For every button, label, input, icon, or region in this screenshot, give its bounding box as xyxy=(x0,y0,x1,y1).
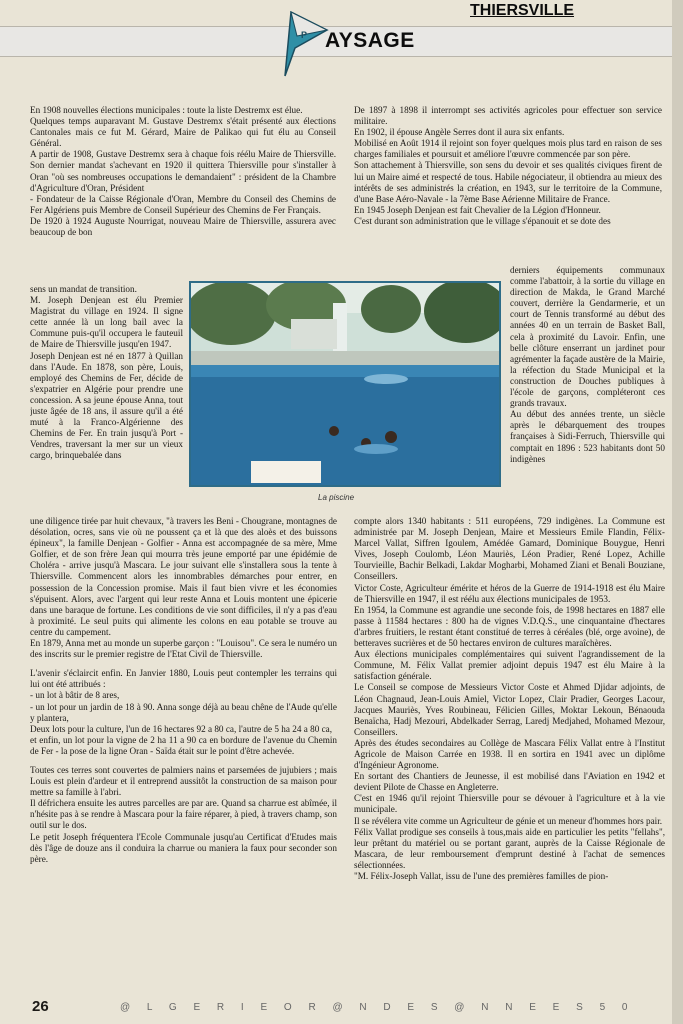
paragraph: Joseph Denjean est né en 1877 à Quillan dans l'Aude. En 1878, son père, Louis, employé des Chemins de Fer, décide de s'expatrier en Algérie pour prendre une concession. A sa jeune épouse Anna, tout juste âgée de 18 ans, il assure qu'il a été muté à la Franco-Algérienne des Chemins de Fer. En train jusqu'à Port - Vendres, traversant la mer sur un vieux cargo, brinquebalée dans xyxy=(30,350,183,461)
paragraph: De 1897 à 1898 il interrompt ses activités agricoles pour effectuer son service militaire. xyxy=(354,105,662,127)
paragraph: Il se révélera vite comme un Agriculteur de génie et un meneur d'hommes hors pair. xyxy=(354,815,663,826)
paragraph: - un lot pour un jardin de 18 à 90. Anna songe déjà au beau chêne de l'Aude qu'elle y plantera, xyxy=(30,701,337,723)
left-column-wrap xyxy=(30,284,183,516)
paragraph: Deux lots pour la culture, l'un de 16 hectares 92 a 80 ca, l'autre de 5 ha 24 a 80 ca, xyxy=(30,723,333,734)
paragraph: Au début des années trente, un siècle après le débarquement des troupes françaises à Sidi-Ferruch, Thiersville qui comptait en 1896 : 523 habitants dont 50 indigènes xyxy=(510,409,665,464)
town-title: THIERSVILLE xyxy=(470,2,575,19)
paragraph: En sortant des Chantiers de Jeunesse, il est mobilisé dans l'Aviation en 1942 et devient Pilote de Chasse en Angleterre. xyxy=(354,771,665,793)
paragraph: Toutes ces terres sont couvertes de palmiers nains et parsemées de jujubiers ; mais Louis est plein d'ardeur et il entreprend aussitôt la construction de sa maison pour mettre sa famille à l'abri. xyxy=(30,764,337,798)
paragraph: - un lot à bâtir de 8 ares, xyxy=(30,690,120,701)
paragraph: M. Joseph Denjean est élu Premier Magistrat du village en 1924. Il signe cette année là un long bail avec la Commune puis-qu'il occupera le fauteuil de Maire de Thiersville jusqu'en 1947. xyxy=(30,295,183,350)
left-column-bottom xyxy=(30,516,337,976)
paragraph: Le petit Joseph fréquentera l'Ecole Communale jusqu'au Certificat d'Etudes mais dès l'âge de douze ans il conduira la charrue ou maniera la faux pour seconder son père. xyxy=(30,831,337,864)
magazine-footer: @ L G E R I E O R @ N D E S @ N N E E S 5 0 xyxy=(120,1002,635,1013)
paragraph: "M. Félix-Joseph Vallat, issu de l'une des premières familles de pion- xyxy=(354,871,609,881)
left-column-top xyxy=(30,105,336,283)
paragraph: C'est durant son administration que le village s'épanouit et se dote des xyxy=(354,215,611,226)
logo-letter: P xyxy=(301,30,308,40)
right-column-wrap xyxy=(510,265,665,515)
paragraph: Le Conseil se compose de Messieurs Victor Coste et Ahmed Djidar adjoints, de Léon Chagnaud, Jean-Louis Amiel, Victor Lopez, Clair Pradier, Georges Lacour, Jacques Mauriès, Yves Roubineau, Félicien Gilles, Moktar Lekoun, Bénaouda Benaïcha, Hadj Mezouri, Abdelkader Serrag, Laredj Medjahed, Mohamed Mezour, Conseillers. xyxy=(354,682,665,737)
paragraph: En 1954, la Commune est agrandie une seconde fois, de 1998 hectares en 1887 elle passe à 11584 hectares : 800 ha de vignes V.D.Q.S., une cinquantaine d'hectares d'arbres fruitiers, le restant étant constitué de terres à céréales (blé, orge avoine), de betteraves sucrières et de 50 hectares environ de cultures maraîchères. xyxy=(354,604,665,649)
page-edge xyxy=(672,0,683,1024)
paragraph: Victor Coste, Agriculteur émérite et héros de la Guerre de 1914-1918 est élu Maire de Thiersville en 1947, il est réélu aux élections municipales de 1953. xyxy=(354,582,665,604)
paysage-logo-icon xyxy=(277,8,331,78)
photo-caption: La piscine xyxy=(318,493,355,502)
paragraph: Son attachement à Thiersville, son sens du devoir et ses qualités civiques firent de lui un Maire aimé et respecté de tous. Habile négociateur, il obtiendra au mieux des intérêts de ses administrés la création, en 1943, sur le territoire de la Commune, d'une Base Aéro-Navale - la 7ème Base Aérienne Militaire de France. xyxy=(354,160,662,204)
paragraph: une diligence tirée par huit chevaux, "à travers les Beni - Chougrane, montagnes de désolation, ocres, sans vie où ne poussent ça et là que des aloès et des buissons épineux", la famille Denjean - Golfier - Anna est accompagnée de sa mère, Mme Golfier, et de son frère Jean qui mourra très jeune emporté par une épidémie de Choléra - arrive jusqu'à Mascara. Le jour suivant elle s'installera sous la tente à Thiersville. Commencent alors les innombrables démarches pour entrer, en possession de la Concession promise. Mais il faut bien vivre et les économies s'épuisent. Alors, avec l'argent qui leur reste Anna et Louis montent une épicerie dans une baraque de fortune. Les conditions de vie sont difficiles, il n'y a pas d'eau à proximité. Le seul puits qui alimente les colons en eau potable se trouve au centre du campement. xyxy=(30,516,337,637)
page-number: 26 xyxy=(32,998,49,1015)
paragraph: En 1879, Anna met au monde un superbe garçon : "Louisou". Ce sera le numéro un des inscrits sur le premier registre de l'Etat Civil de Thiersville. xyxy=(30,638,337,660)
paragraph: Mobilisé en Août 1914 il rejoint son foyer quelques mois plus tard en raison de ses charges familiales et poursuit et améliore l'œuvre commencée par son père. xyxy=(354,138,662,160)
paragraph: En 1902, il épouse Angèle Serres dont il aura six enfants. xyxy=(354,127,565,138)
paragraph: Aux élections municipales complémentaires qui suivent l'agrandissement de la Commune, M. Félix Vallat premier adjoint depuis 1947 est élu Maire à la satisfaction générale. xyxy=(354,649,665,682)
paragraph: Après des études secondaires au Collège de Mascara Félix Vallat entre à l'Institut Agricole de Maison Carrée en 1938. Il en sortira en 1941 avec un diplôme d'Ingénieur Agronome. xyxy=(354,737,665,771)
paragraph: C'est en 1946 qu'il rejoint Thiersville pour se dévouer à l'agriculture et à la vie municipale. xyxy=(354,793,665,815)
pool-scene-icon xyxy=(191,283,499,485)
paragraph: De 1920 à 1924 Auguste Nourrigat, nouveau Maire de Thiersville, assurera avec beaucoup de bon xyxy=(30,215,336,238)
paragraph: L'avenir s'éclaircit enfin. En Janvier 1880, Louis peut contempler les terrains qui lui ont été attribués : xyxy=(30,668,337,690)
paragraph: En 1908 nouvelles élections municipales : toute la liste Destremx est élue. xyxy=(30,105,303,115)
paragraph: Il défrichera ensuite les autres parcelles are par are. Quand sa charrue est abîmée, il n'hésite pas à se rendre à Mascara pour la faire réparer, à pied, à travers champ, son outil sur le dos. xyxy=(30,798,337,831)
paragraph: compte alors 1340 habitants : 511 européens, 729 indigènes. La Commune est administrée par M. Joseph Denjean, Maire et Messieurs Emile Flandin, Félix-Marcel Vallat, Siffren Igoulem, Amédée Gamard, Dominique Bouygue, Henri Vives, Joseph Coulomb, Léon Mauriès, Léon Pradier, René Lopez, Achille Tourvieille, Bachir Belkadi, Lakdar Mogharbi, Mohamed Ziani et Benali Bouziane, Conseillers. xyxy=(354,516,665,582)
right-column-bottom xyxy=(354,516,665,986)
right-column-top xyxy=(354,105,662,265)
paragraph: A partir de 1908, Gustave Destremx sera à chaque fois réélu Maire de Thiersville. Son dernier mandat s'achevant en 1920 il quittera Thiersville pour s'installer à Oran "où ses nombreuses occupations le demandaient" : président de la Chambre d'Agriculture d'Oran, Président xyxy=(30,149,336,193)
section-title: AYSAGE xyxy=(325,29,415,52)
paragraph: - Fondateur de la Caisse Régionale d'Oran, Membre du Conseil des Chemins de Fer Algériens puis Membre de Conseil Supérieur des Chemins de Fer Français. xyxy=(30,193,336,215)
paragraph: sens un mandat de transition. xyxy=(30,284,137,294)
paragraph: Quelques temps auparavant M. Gustave Destremx s'était présenté aux élections Cantonales mais ce fut M. Gérard, Maire de Palikao qui fut élu au Conseil Général. xyxy=(30,116,336,149)
paragraph: et enfin, un lot pour la vigne de 2 ha 11 a 90 ca en bordure de l'avenue du Chemin de Fer - la pose de la ligne Oran - Saïda était sur le point d'être achevée. xyxy=(30,734,337,756)
swimming-pool-photo xyxy=(189,281,501,487)
paragraph: Félix Vallat prodigue ses conseils à tous,mais aide en particulier les petits "fellahs", leur prêtant du matériel ou se portant garant, auprès de la Caisse Régionale de Mascara, de leur remboursement d'emprunt destiné à l'achat de semences sélectionnées. xyxy=(354,826,665,870)
paragraph: En 1945 Joseph Denjean est fait Chevalier de la Légion d'Honneur. xyxy=(354,204,601,215)
paragraph: derniers équipements communaux comme l'abattoir, à la sortie du village en direction de Makda, le Grand Marché couvert, derrière la Gendarmerie, et un court de Tennis transformé au début des années 40 en un terrain de Basket Ball, cela à proximité du Lavoir. Enfin, une belle clôture enserrant un jardinet pour agrémenter la façade austère de la Mairie, la réfection du Stade Municipal et la construction de Douches publiques à l'école de garçons, compléteront ces grands travaux. xyxy=(510,265,665,409)
